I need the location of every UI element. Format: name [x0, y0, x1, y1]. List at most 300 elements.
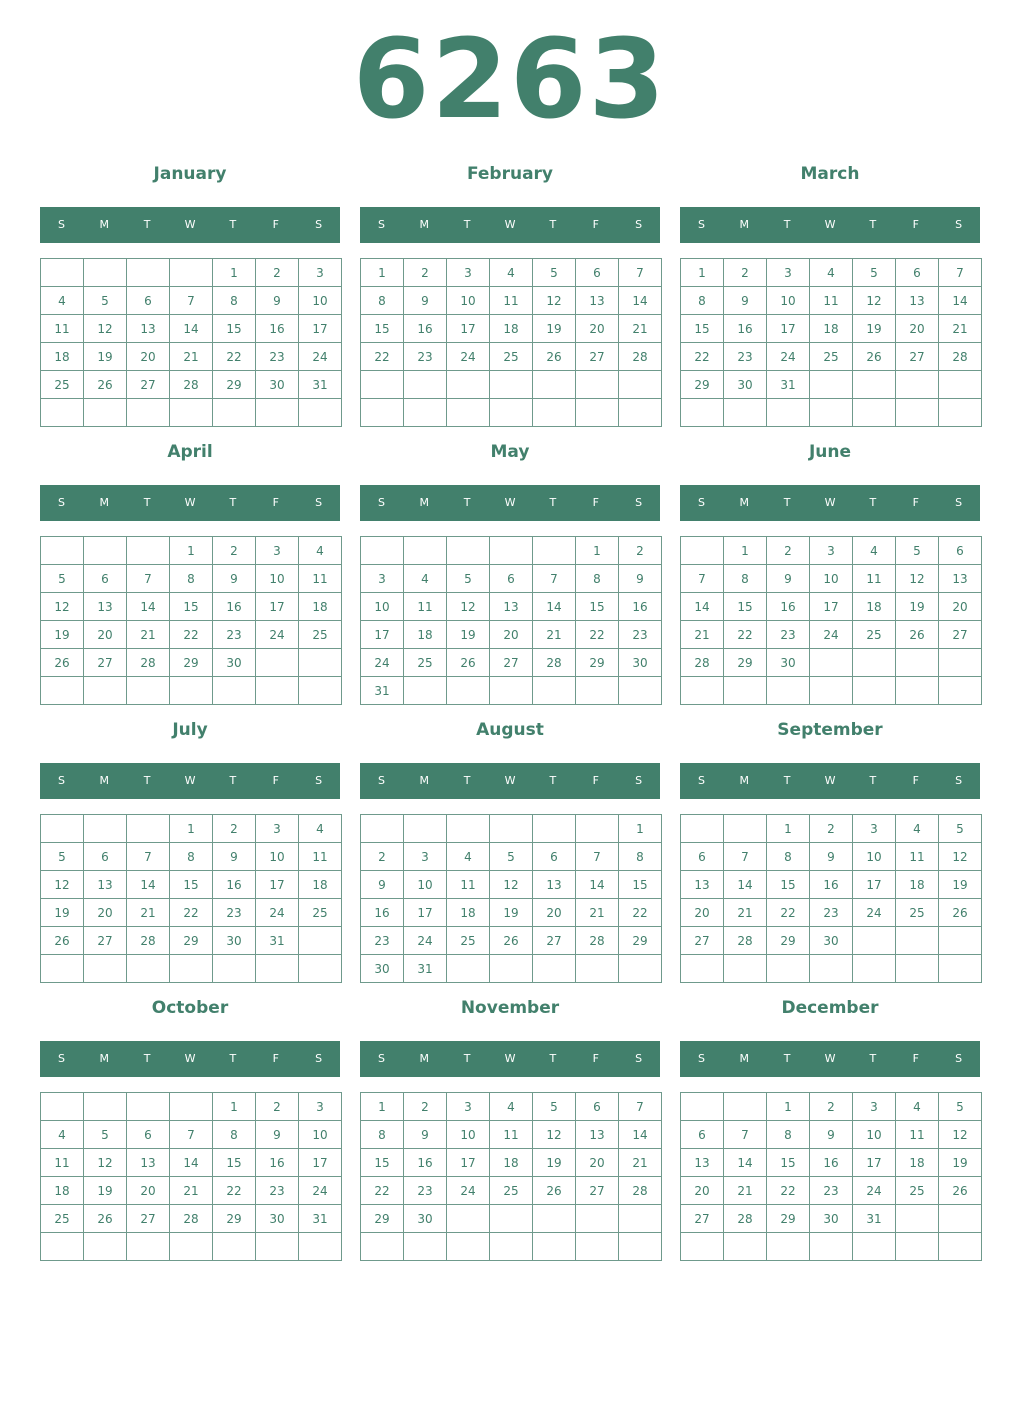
day-cell: 11 [810, 287, 853, 315]
day-cell: 5 [896, 537, 939, 565]
empty-cell [533, 1205, 576, 1233]
week-row [361, 871, 662, 899]
weekday-label: F [272, 774, 279, 787]
weekday-label: T [869, 1052, 877, 1065]
day-cell: 29 [576, 649, 619, 677]
empty-cell [404, 1233, 447, 1261]
day-cell: 28 [619, 343, 662, 371]
week-row [41, 315, 342, 343]
week-row [41, 565, 342, 593]
weekday-label: M [739, 1052, 750, 1065]
day-cell: 2 [213, 537, 256, 565]
day-cell: 19 [41, 621, 84, 649]
week-row [41, 1093, 342, 1121]
day-cell: 13 [127, 315, 170, 343]
week-row [361, 1205, 662, 1233]
day-cell: 24 [256, 899, 299, 927]
empty-cell [939, 1233, 982, 1261]
week-row [361, 649, 662, 677]
day-cell: 2 [361, 843, 404, 871]
day-cell: 12 [490, 871, 533, 899]
week-row [361, 1093, 662, 1121]
day-grid [680, 814, 982, 983]
day-cell: 3 [447, 259, 490, 287]
weekday-label: T [229, 774, 237, 787]
day-cell: 23 [767, 621, 810, 649]
empty-cell [533, 399, 576, 427]
day-cell: 8 [767, 843, 810, 871]
day-cell: 2 [256, 1093, 299, 1121]
day-cell: 14 [681, 593, 724, 621]
empty-cell [853, 927, 896, 955]
day-cell: 1 [767, 1093, 810, 1121]
empty-cell [533, 815, 576, 843]
day-cell: 22 [361, 1177, 404, 1205]
day-cell: 13 [576, 287, 619, 315]
day-cell: 30 [256, 1205, 299, 1233]
empty-cell [810, 649, 853, 677]
empty-cell [619, 371, 662, 399]
day-cell: 10 [767, 287, 810, 315]
empty-cell [404, 815, 447, 843]
empty-cell [84, 815, 127, 843]
week-row [361, 621, 662, 649]
empty-cell [361, 1233, 404, 1261]
day-cell: 22 [213, 343, 256, 371]
week-row [681, 1233, 982, 1261]
week-row [41, 899, 342, 927]
weekday-label: M [419, 1052, 430, 1065]
weekday-label: W [504, 1052, 516, 1065]
day-cell: 8 [361, 1121, 404, 1149]
day-cell: 5 [41, 565, 84, 593]
day-cell: 10 [853, 843, 896, 871]
day-grid [360, 536, 662, 705]
empty-cell [853, 399, 896, 427]
day-cell: 8 [767, 1121, 810, 1149]
day-cell: 26 [41, 927, 84, 955]
empty-cell [681, 399, 724, 427]
empty-cell [256, 399, 299, 427]
weekday-label: S [955, 774, 963, 787]
weekday-label: T [143, 218, 151, 231]
day-cell: 20 [576, 1149, 619, 1177]
day-cell: 4 [404, 565, 447, 593]
weekday-label: M [419, 774, 430, 787]
day-cell: 23 [256, 343, 299, 371]
day-cell: 24 [404, 927, 447, 955]
weekday-label: S [635, 774, 643, 787]
day-cell: 18 [490, 315, 533, 343]
day-grid [680, 258, 982, 427]
empty-cell [724, 677, 767, 705]
weekday-label: S [377, 218, 385, 231]
month-name: March [800, 164, 860, 184]
week-row [681, 1149, 982, 1177]
day-cell: 9 [256, 1121, 299, 1149]
day-cell: 25 [404, 649, 447, 677]
empty-cell [576, 371, 619, 399]
day-cell: 29 [619, 927, 662, 955]
day-cell: 3 [256, 815, 299, 843]
empty-cell [299, 955, 342, 983]
day-cell: 27 [84, 649, 127, 677]
empty-cell [127, 537, 170, 565]
day-cell: 18 [447, 899, 490, 927]
day-cell: 9 [256, 287, 299, 315]
week-row [681, 371, 982, 399]
day-cell: 3 [361, 565, 404, 593]
day-cell: 2 [404, 259, 447, 287]
week-row [41, 815, 342, 843]
empty-cell [41, 399, 84, 427]
weekday-header [360, 485, 660, 521]
day-cell: 1 [681, 259, 724, 287]
day-cell: 30 [213, 649, 256, 677]
day-cell: 22 [213, 1177, 256, 1205]
empty-cell [810, 371, 853, 399]
day-cell: 5 [939, 1093, 982, 1121]
empty-cell [939, 955, 982, 983]
empty-cell [170, 955, 213, 983]
day-cell: 6 [84, 843, 127, 871]
empty-cell [170, 1233, 213, 1261]
weekday-label: W [184, 496, 196, 509]
day-cell: 4 [490, 1093, 533, 1121]
day-cell: 17 [299, 315, 342, 343]
week-row [361, 259, 662, 287]
week-row [41, 649, 342, 677]
week-row [681, 315, 982, 343]
week-row [41, 927, 342, 955]
weekday-label: T [783, 496, 791, 509]
empty-cell [213, 1233, 256, 1261]
day-cell: 3 [810, 537, 853, 565]
empty-cell [447, 537, 490, 565]
empty-cell [896, 677, 939, 705]
day-cell: 13 [490, 593, 533, 621]
day-cell: 12 [853, 287, 896, 315]
day-cell: 1 [361, 1093, 404, 1121]
week-row [41, 843, 342, 871]
weekday-label: M [739, 218, 750, 231]
week-row [681, 955, 982, 983]
empty-cell [619, 955, 662, 983]
week-row [361, 677, 662, 705]
day-cell: 16 [767, 593, 810, 621]
empty-cell [256, 677, 299, 705]
weekday-label: M [419, 218, 430, 231]
empty-cell [619, 677, 662, 705]
day-cell: 23 [724, 343, 767, 371]
day-cell: 18 [299, 593, 342, 621]
day-cell: 15 [767, 1149, 810, 1177]
day-cell: 3 [853, 815, 896, 843]
day-cell: 20 [84, 621, 127, 649]
day-cell: 20 [490, 621, 533, 649]
day-cell: 21 [939, 315, 982, 343]
weekday-label: S [57, 218, 65, 231]
day-cell: 23 [213, 621, 256, 649]
weekday-label: T [229, 496, 237, 509]
weekday-label: T [463, 1052, 471, 1065]
empty-cell [853, 677, 896, 705]
weekday-label: S [57, 1052, 65, 1065]
day-cell: 25 [853, 621, 896, 649]
empty-cell [213, 677, 256, 705]
weekday-label: M [99, 218, 110, 231]
empty-cell [576, 955, 619, 983]
empty-cell [810, 955, 853, 983]
empty-cell [576, 1205, 619, 1233]
week-row [681, 649, 982, 677]
day-cell: 12 [896, 565, 939, 593]
week-row [681, 287, 982, 315]
day-cell: 25 [41, 371, 84, 399]
day-cell: 28 [681, 649, 724, 677]
day-cell: 9 [213, 565, 256, 593]
day-cell: 30 [619, 649, 662, 677]
empty-cell [490, 1233, 533, 1261]
day-cell: 30 [256, 371, 299, 399]
month-name: August [476, 720, 544, 740]
empty-cell [361, 537, 404, 565]
empty-cell [853, 1233, 896, 1261]
day-cell: 3 [299, 1093, 342, 1121]
day-grid [40, 536, 342, 705]
day-cell: 9 [404, 1121, 447, 1149]
day-cell: 7 [170, 287, 213, 315]
day-cell: 24 [299, 343, 342, 371]
day-cell: 7 [619, 259, 662, 287]
day-cell: 18 [41, 343, 84, 371]
day-cell: 5 [533, 259, 576, 287]
day-cell: 11 [299, 843, 342, 871]
week-row [41, 871, 342, 899]
empty-cell [404, 371, 447, 399]
day-cell: 14 [619, 1121, 662, 1149]
empty-cell [41, 815, 84, 843]
day-cell: 7 [576, 843, 619, 871]
empty-cell [213, 955, 256, 983]
day-cell: 1 [213, 1093, 256, 1121]
day-cell: 8 [213, 287, 256, 315]
day-cell: 30 [724, 371, 767, 399]
day-cell: 11 [896, 843, 939, 871]
empty-cell [404, 399, 447, 427]
day-cell: 15 [361, 1149, 404, 1177]
day-cell: 24 [810, 621, 853, 649]
empty-cell [896, 1205, 939, 1233]
week-row [681, 537, 982, 565]
day-cell: 23 [213, 899, 256, 927]
day-cell: 22 [361, 343, 404, 371]
month-name: June [808, 442, 852, 462]
empty-cell [724, 955, 767, 983]
day-cell: 4 [41, 287, 84, 315]
month-name: February [466, 164, 554, 184]
day-cell: 10 [447, 1121, 490, 1149]
weekday-label: S [635, 496, 643, 509]
day-cell: 2 [810, 815, 853, 843]
day-cell: 6 [84, 565, 127, 593]
day-cell: 16 [810, 871, 853, 899]
empty-cell [490, 537, 533, 565]
day-cell: 21 [533, 621, 576, 649]
day-cell: 19 [853, 315, 896, 343]
day-cell: 13 [84, 593, 127, 621]
empty-cell [576, 399, 619, 427]
day-cell: 15 [213, 1149, 256, 1177]
empty-cell [896, 371, 939, 399]
weekday-label: F [912, 496, 919, 509]
weekday-label: T [463, 218, 471, 231]
week-row [41, 621, 342, 649]
week-row [361, 593, 662, 621]
day-cell: 25 [490, 343, 533, 371]
month-name: July [172, 720, 208, 740]
day-cell: 15 [619, 871, 662, 899]
empty-cell [84, 399, 127, 427]
day-cell: 29 [361, 1205, 404, 1233]
empty-cell [447, 815, 490, 843]
day-cell: 24 [447, 343, 490, 371]
day-cell: 6 [939, 537, 982, 565]
weekday-label: F [272, 1052, 279, 1065]
week-row [361, 1121, 662, 1149]
empty-cell [939, 399, 982, 427]
empty-cell [767, 1233, 810, 1261]
empty-cell [361, 371, 404, 399]
day-cell: 11 [447, 871, 490, 899]
week-row [681, 593, 982, 621]
day-cell: 17 [299, 1149, 342, 1177]
empty-cell [299, 399, 342, 427]
day-cell: 24 [256, 621, 299, 649]
day-grid [360, 814, 662, 983]
empty-cell [127, 955, 170, 983]
day-cell: 18 [41, 1177, 84, 1205]
day-cell: 28 [724, 927, 767, 955]
day-cell: 12 [41, 593, 84, 621]
week-row [361, 399, 662, 427]
month-name: October [151, 998, 229, 1018]
day-cell: 6 [896, 259, 939, 287]
week-row [681, 1093, 982, 1121]
day-cell: 11 [490, 1121, 533, 1149]
day-cell: 19 [84, 343, 127, 371]
empty-cell [404, 537, 447, 565]
weekday-label: W [184, 218, 196, 231]
day-cell: 15 [213, 315, 256, 343]
week-row [681, 815, 982, 843]
day-cell: 8 [619, 843, 662, 871]
day-cell: 12 [533, 1121, 576, 1149]
empty-cell [896, 399, 939, 427]
day-cell: 14 [619, 287, 662, 315]
empty-cell [41, 537, 84, 565]
weekday-label: T [783, 1052, 791, 1065]
weekday-label: T [229, 1052, 237, 1065]
week-row [681, 621, 982, 649]
empty-cell [810, 677, 853, 705]
day-cell: 29 [170, 927, 213, 955]
day-cell: 1 [170, 537, 213, 565]
weekday-label: S [635, 1052, 643, 1065]
day-cell: 6 [576, 1093, 619, 1121]
day-cell: 22 [767, 899, 810, 927]
empty-cell [170, 259, 213, 287]
day-cell: 4 [447, 843, 490, 871]
weekday-label: S [955, 496, 963, 509]
day-cell: 20 [896, 315, 939, 343]
day-cell: 31 [299, 1205, 342, 1233]
weekday-label: T [143, 774, 151, 787]
day-cell: 3 [256, 537, 299, 565]
day-cell: 26 [939, 899, 982, 927]
day-cell: 30 [810, 927, 853, 955]
day-cell: 19 [939, 871, 982, 899]
weekday-label: F [592, 218, 599, 231]
day-cell: 28 [533, 649, 576, 677]
day-cell: 6 [127, 1121, 170, 1149]
weekday-label: F [592, 496, 599, 509]
day-cell: 27 [490, 649, 533, 677]
day-cell: 9 [361, 871, 404, 899]
empty-cell [404, 677, 447, 705]
day-cell: 6 [533, 843, 576, 871]
week-row [41, 593, 342, 621]
day-grid [680, 536, 982, 705]
empty-cell [896, 649, 939, 677]
week-row [681, 1177, 982, 1205]
day-cell: 19 [490, 899, 533, 927]
day-cell: 30 [361, 955, 404, 983]
day-cell: 14 [127, 871, 170, 899]
day-grid [40, 258, 342, 427]
day-cell: 14 [533, 593, 576, 621]
weekday-label: S [697, 1052, 705, 1065]
empty-cell [939, 1205, 982, 1233]
empty-cell [299, 927, 342, 955]
weekday-header [360, 207, 660, 243]
day-cell: 19 [939, 1149, 982, 1177]
day-cell: 21 [576, 899, 619, 927]
week-row [41, 537, 342, 565]
day-cell: 23 [256, 1177, 299, 1205]
day-cell: 18 [896, 871, 939, 899]
day-cell: 14 [127, 593, 170, 621]
day-cell: 13 [681, 871, 724, 899]
empty-cell [84, 537, 127, 565]
empty-cell [576, 815, 619, 843]
month-name: December [781, 998, 879, 1018]
weekday-label: S [955, 1052, 963, 1065]
day-cell: 22 [681, 343, 724, 371]
week-row [681, 677, 982, 705]
day-cell: 23 [404, 1177, 447, 1205]
day-cell: 23 [810, 899, 853, 927]
empty-cell [361, 815, 404, 843]
day-cell: 23 [404, 343, 447, 371]
week-row [681, 259, 982, 287]
day-cell: 23 [361, 927, 404, 955]
week-row [41, 1121, 342, 1149]
day-cell: 17 [447, 315, 490, 343]
weekday-label: T [869, 218, 877, 231]
day-cell: 20 [127, 1177, 170, 1205]
weekday-label: S [697, 218, 705, 231]
